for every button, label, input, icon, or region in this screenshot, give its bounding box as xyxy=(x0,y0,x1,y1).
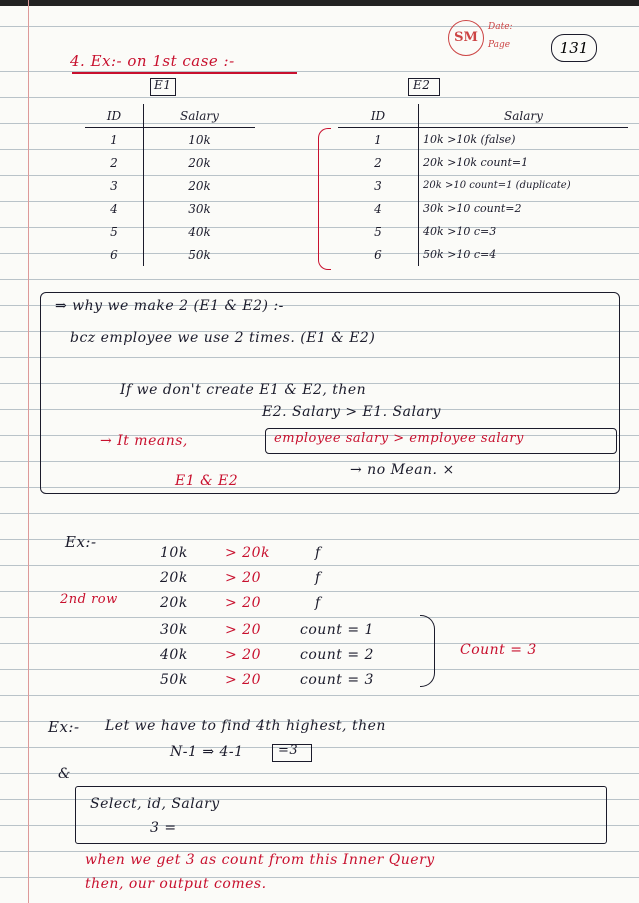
cell-salary: 20k xyxy=(188,155,211,170)
cell-id: 2 xyxy=(85,151,144,174)
table-row xyxy=(338,151,628,174)
cell-id: 4 xyxy=(85,197,144,220)
row-compare: > 20 xyxy=(225,647,261,663)
cell-id: 6 xyxy=(338,243,419,266)
ampersand: & xyxy=(58,766,71,782)
row-result: count = 1 xyxy=(300,622,374,638)
query-line-1: Select, id, Salary xyxy=(90,796,220,812)
date-label: Date: xyxy=(488,22,513,32)
row-result: count = 2 xyxy=(300,647,374,663)
cell-salary: 10k xyxy=(188,132,211,147)
title-underline xyxy=(72,72,297,74)
table-row xyxy=(85,174,255,197)
why-line-3: If we don't create E1 & E2, then xyxy=(120,382,367,398)
row-result: count = 3 xyxy=(300,672,374,688)
table-row xyxy=(85,197,255,220)
cell-salary: 20k xyxy=(188,178,211,193)
table-e2 xyxy=(338,104,628,266)
cell-id: 2 xyxy=(338,151,419,174)
row-compare: > 20 xyxy=(225,622,261,638)
table-row xyxy=(338,243,628,266)
row-result: f xyxy=(315,545,321,561)
why-line-2: bcz employee we use 2 times. (E1 & E2) xyxy=(70,330,376,346)
row-salary: 10k xyxy=(160,545,188,561)
count-bracket xyxy=(420,615,435,687)
why-line-7: E1 & E2 xyxy=(175,473,239,489)
example-3-line-2: N-1 ⇒ 4-1 xyxy=(170,744,244,760)
highlight-text: employee salary > employee salary xyxy=(274,431,524,446)
row-compare: > 20k xyxy=(225,545,270,561)
e1-label-box xyxy=(150,78,176,96)
result-box xyxy=(272,744,312,762)
row-salary: 20k xyxy=(160,595,188,611)
cell-salary: 50k >10 c=4 xyxy=(423,248,497,261)
table-row xyxy=(85,151,255,174)
page-label: Page xyxy=(488,40,511,50)
row-result: f xyxy=(315,570,321,586)
table-row xyxy=(85,243,255,266)
cell-salary: 40k >10 c=3 xyxy=(423,225,497,238)
e2-label-box xyxy=(408,78,440,96)
section-title: 4. Ex:- on 1st case :- xyxy=(70,52,235,70)
example-2-label: Ex:- xyxy=(65,533,97,551)
cell-id: 1 xyxy=(85,128,144,152)
cell-salary: 40k xyxy=(188,224,211,239)
table-row xyxy=(338,220,628,243)
cell-salary: 30k xyxy=(188,201,211,216)
why-line-1: ⇒ why we make 2 (E1 & E2) :- xyxy=(55,298,284,314)
row-salary: 50k xyxy=(160,672,188,688)
cell-id: 5 xyxy=(85,220,144,243)
example-3-line-1: Let we have to find 4th highest, then xyxy=(105,718,386,734)
cell-salary: 20k >10k count=1 xyxy=(423,156,529,169)
example-3-label: Ex:- xyxy=(48,718,80,736)
table-e1 xyxy=(85,104,255,266)
e1-label: E1 xyxy=(154,78,172,92)
why-line-4: E2. Salary > E1. Salary xyxy=(262,404,441,420)
cell-salary: 10k >10k (false) xyxy=(423,133,516,146)
page-number: 131 xyxy=(551,34,597,62)
row-salary: 40k xyxy=(160,647,188,663)
cell-id: 1 xyxy=(338,128,419,152)
brand-stamp: SM xyxy=(448,20,484,56)
cell-id: 3 xyxy=(338,174,419,197)
result-box-text: =3 xyxy=(278,743,299,758)
query-line-2: 3 = xyxy=(150,820,177,836)
col-header-salary: Salary xyxy=(144,104,256,128)
top-edge xyxy=(0,0,639,6)
cell-id: 4 xyxy=(338,197,419,220)
table-row xyxy=(338,174,628,197)
col-header-id: ID xyxy=(85,104,144,128)
example-2-side-note: 2nd row xyxy=(60,592,118,607)
table-row xyxy=(338,128,628,152)
cell-salary: 50k xyxy=(188,247,211,262)
footer-line-1: when we get 3 as count from this Inner Query xyxy=(85,852,435,868)
row-salary: 30k xyxy=(160,622,188,638)
row-result: f xyxy=(315,595,321,611)
count-summary: Count = 3 xyxy=(460,642,537,658)
table-row xyxy=(338,197,628,220)
why-line-5: → It means, xyxy=(100,433,188,449)
row-compare: > 20 xyxy=(225,595,261,611)
why-line-6: → no Mean. × xyxy=(350,462,455,478)
row-compare: > 20 xyxy=(225,570,261,586)
col-header-id: ID xyxy=(338,104,419,128)
margin-line xyxy=(28,0,29,903)
table-row xyxy=(85,128,255,152)
cell-salary: 30k >10 count=2 xyxy=(423,202,522,215)
cell-salary: 20k >10 count=1 (duplicate) xyxy=(423,180,571,191)
red-bracket xyxy=(318,128,331,270)
cell-id: 3 xyxy=(85,174,144,197)
cell-id: 6 xyxy=(85,243,144,266)
row-salary: 20k xyxy=(160,570,188,586)
e2-label: E2 xyxy=(413,78,431,92)
footer-line-2: then, our output comes. xyxy=(85,876,267,892)
cell-id: 5 xyxy=(338,220,419,243)
highlight-box xyxy=(265,428,617,454)
row-compare: > 20 xyxy=(225,672,261,688)
col-header-salary: Salary xyxy=(419,104,629,128)
table-row xyxy=(85,220,255,243)
